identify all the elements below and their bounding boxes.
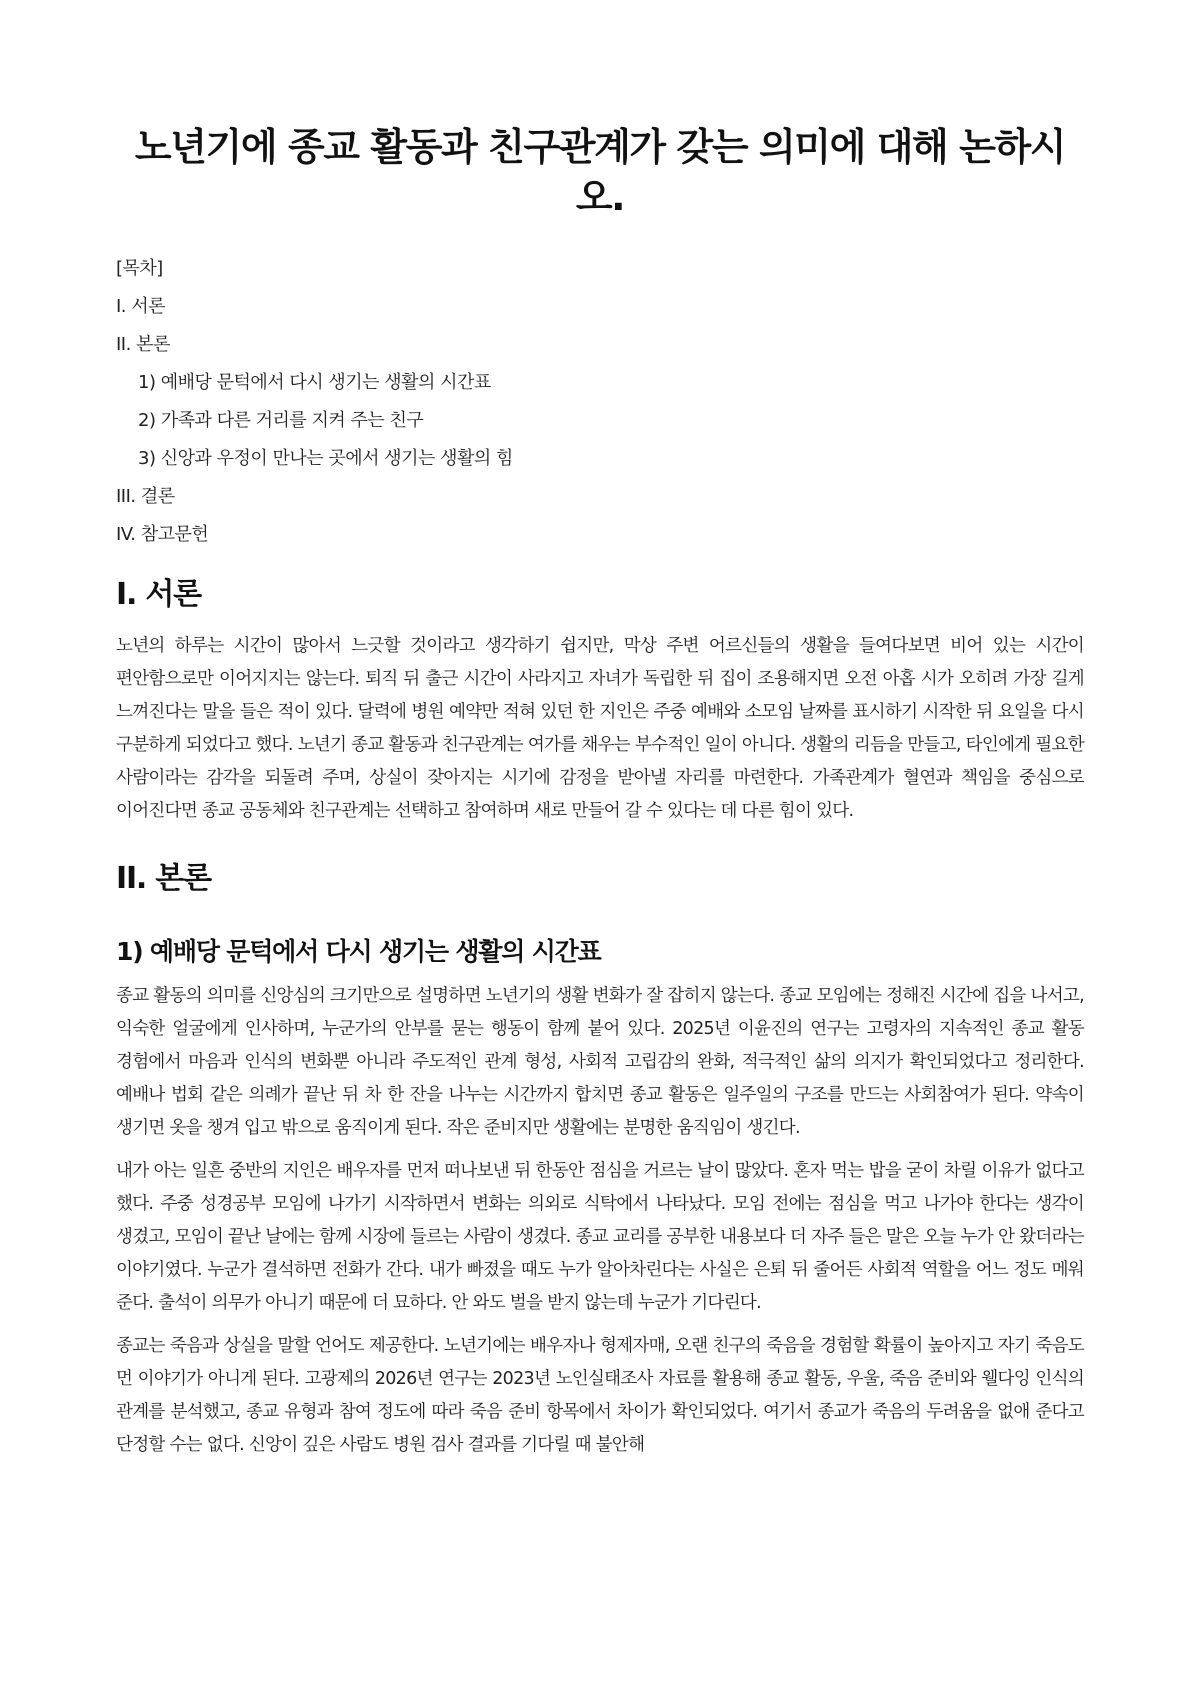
body-paragraph: 종교 활동의 의미를 신앙심의 크기만으로 설명하면 노년기의 생활 변화가 잘 잡히지 않는다. 종교 모임에는 정해진 시간에 집을 나서고, 익숙한 얼굴에게 인사하며, 누군가의 안부를 묻는 행동이 함께 붙어 있다. 2025년 이윤진의 연구는 고령자의 지속적인 종교 활동 경험에서 마음과 인식의 변화뿐 아니라 주도적인 관계 형성, 사회적 고립감의 완화, 적극적인 삶의 의지가 확인되었다고 정리한다. 예배나 법회 같은 의례가 끝난 뒤 차 한 잔을 나누는 시간까지 합치면 종교 활동은 일주일의 구조를 만드는 사회참여가 된다. 약속이 생기면 옷을 챙겨 입고 밖으로 움직이게 된다. 작은 준비지만 생활에는 분명한 움직임이 생긴다. [116, 986, 1084, 1138]
intro-paragraph: 노년의 하루는 시간이 많아서 느긋할 것이라고 생각하기 쉽지만, 막상 주변 어르신들의 생활을 들여다보면 비어 있는 시간이 편안함으로만 이어지지는 않는다. 퇴직 뒤 출근 시간이 사라지고 자녀가 독립한 뒤 집이 조용해지면 오전 아홉 시가 오히려 가장 길게 느껴진다는 말을 들은 적이 있다. 달력에 병원 예약만 적혀 있던 한 지인은 주중 예배와 소모임 날짜를 표시하기 시작한 뒤 요일을 다시 구분하게 되었다고 했다. 노년기 종교 활동과 친구관계는 여가를 채우는 부수적인 일이 아니다. 생활의 리듬을 만들고, 타인에게 필요한 사람이라는 감각을 되돌려 주며, 상실이 잦아지는 시기에 감정을 받아낼 자리를 마련한다. 가족관계가 혈연과 책임을 중심으로 이어진다면 종교 공동체와 친구관계는 선택하고 참여하며 새로 만들어 갈 수 있다는 데 다른 힘이 있다. [116, 636, 1084, 821]
section-heading-intro: I. 서론 [116, 577, 201, 612]
toc-item-body-1: 1) 예배당 문턱에서 다시 생기는 생활의 시간표 [138, 372, 491, 393]
toc-item-intro: I. 서론 [116, 296, 166, 317]
toc-item-references: IV. 참고문헌 [116, 524, 209, 545]
toc-item-body-3: 3) 신앙과 우정이 만나는 곳에서 생기는 생활의 힘 [138, 448, 513, 469]
table-of-contents [116, 250, 1084, 554]
section-heading-body: II. 본론 [116, 861, 211, 896]
body-paragraph: 종교는 죽음과 상실을 말할 언어도 제공한다. 노년기에는 배우자나 형제자매, 오랜 친구의 죽음을 경험할 확률이 높아지고 자기 죽음도 먼 이야기가 아니게 된다. 고광제의 2026년 연구는 2023년 노인실태조사 자료를 활용해 종교 활동, 우울, 죽음 준비와 웰다잉 인식의 관계를 분석했고, 종교 유형과 참여 정도에 따라 죽음 준비 항목에서 차이가 확인되었다. 여기서 종교가 죽음의 두려움을 없애 준다고 단정할 수는 없다. 신앙이 깊은 사람도 병원 검사 결과를 기다릴 때 불안해 [116, 1336, 1084, 1455]
toc-item-body-2: 2) 가족과 다른 거리를 지켜 주는 친구 [138, 410, 424, 431]
subsection-heading-1: 1) 예배당 문턱에서 다시 생기는 생활의 시간표 [116, 937, 601, 966]
toc-item-body: II. 본론 [116, 334, 170, 355]
document-title: 노년기에 종교 활동과 친구관계가 갖는 의미에 대해 논하시오. [134, 125, 1066, 219]
toc-item-conclusion: III. 결론 [116, 486, 175, 507]
body-paragraph: 내가 아는 일흔 중반의 지인은 배우자를 먼저 떠나보낸 뒤 한동안 점심을 거르는 날이 많았다. 혼자 먹는 밥을 굳이 차릴 이유가 없다고 했다. 주중 성경공부 모임에 나가기 시작하면서 변화는 의외로 식탁에서 나타났다. 모임 전에는 점심을 먹고 나가야 한다는 생각이 생겼고, 모임이 끝난 날에는 함께 시장에 들르는 사람이 생겼다. 종교 교리를 공부한 내용보다 더 자주 들은 말은 오늘 누가 안 왔더라는 이야기였다. 누군가 결석하면 전화가 간다. 내가 빠졌을 때도 누가 알아차린다는 사실은 은퇴 뒤 줄어든 사회적 역할을 어느 정도 메워 준다. 출석이 의무가 아니기 때문에 더 묘하다. 안 와도 벌을 받지 않는데 누군가 기다린다. [116, 1161, 1084, 1313]
toc-heading: [목차] [116, 258, 163, 279]
